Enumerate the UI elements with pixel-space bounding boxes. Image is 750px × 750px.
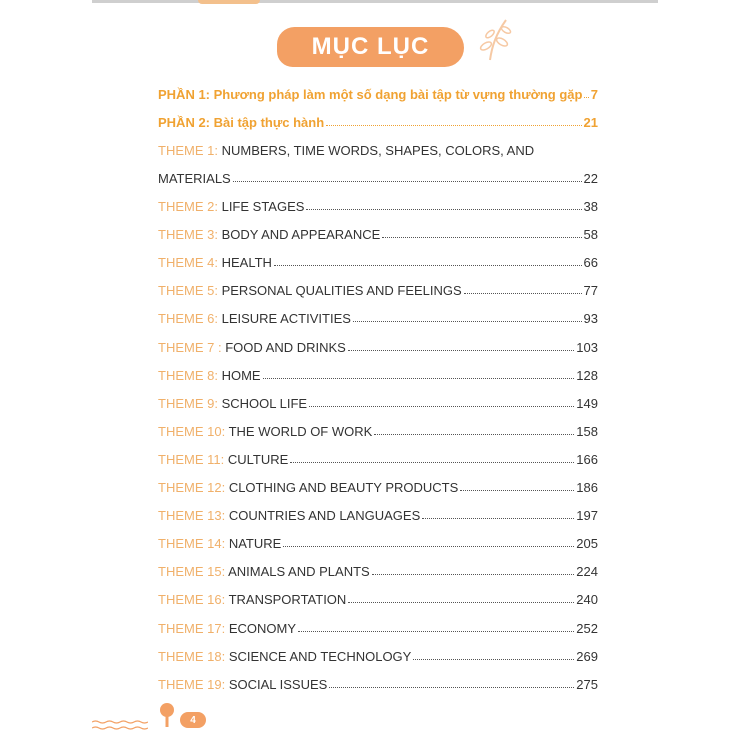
toc-theme-title: CLOTHING AND BEAUTY PRODUCTS: [228, 480, 459, 495]
toc-theme-prefix: THEME 18:: [158, 648, 226, 664]
toc-theme-prefix: THEME 3:: [158, 227, 218, 243]
toc-theme-title: TRANSPORTATION: [228, 592, 347, 608]
toc-page-number: 22: [583, 171, 598, 186]
toc-theme-prefix: THEME 1:: [158, 143, 218, 158]
dot-leader: [372, 573, 575, 575]
toc-theme-title: NUMBERS, TIME WORDS, SHAPES, COLORS, AND: [221, 143, 535, 158]
dot-leader: [353, 320, 582, 322]
toc-page-number: 224: [576, 564, 598, 580]
toc-page-number: 158: [576, 423, 598, 439]
toc-theme-row[interactable]: [158, 302, 598, 326]
toc-theme-row[interactable]: [158, 246, 598, 270]
toc-page-number: 275: [576, 676, 598, 692]
toc-theme-title: SCHOOL LIFE: [221, 395, 308, 411]
wave-lines-icon: [92, 720, 148, 724]
dot-leader: [422, 517, 574, 519]
dot-leader: [283, 545, 574, 547]
toc-theme-title: HEALTH: [221, 255, 272, 271]
toc-page-number: 58: [583, 227, 598, 243]
toc-theme-prefix: THEME 5:: [158, 283, 218, 299]
toc-theme-row[interactable]: [158, 359, 598, 383]
top-tab-decoration: [198, 0, 260, 4]
toc-theme-prefix: THEME 16:: [158, 592, 226, 608]
dot-leader: [329, 686, 574, 688]
toc-theme-prefix: THEME 11:: [158, 451, 225, 467]
toc-theme-prefix: THEME 10:: [158, 423, 226, 439]
toc-page-number: 205: [576, 536, 598, 552]
toc-theme-prefix: THEME 9:: [158, 395, 218, 411]
dot-leader: [298, 630, 574, 632]
toc-theme-row[interactable]: [158, 668, 598, 692]
toc-theme-title: FOOD AND DRINKS: [225, 339, 346, 355]
toc-part-label: PHẦN 2: Bài tập thực hành: [158, 115, 325, 130]
toc-theme-title-cont: MATERIALS: [158, 171, 231, 186]
toc-page-number: 197: [576, 508, 598, 524]
toc-page-number: 269: [576, 648, 598, 664]
toc-part-1[interactable]: [158, 78, 598, 102]
dot-leader: [460, 489, 574, 491]
leaf-sprig-icon: [476, 16, 516, 62]
toc-theme-title: COUNTRIES AND LANGUAGES: [228, 508, 421, 524]
dot-leader: [290, 461, 574, 463]
dot-leader: [348, 349, 574, 351]
toc-theme-title: ANIMALS AND PLANTS: [228, 564, 370, 580]
dot-leader: [584, 96, 588, 98]
toc-page-number: 149: [576, 395, 598, 411]
page-footer: [92, 700, 212, 736]
toc-theme-row[interactable]: [158, 415, 598, 439]
toc-theme-prefix: THEME 6:: [158, 311, 218, 327]
toc-theme-title: LEISURE ACTIVITIES: [221, 311, 351, 327]
toc-theme-row[interactable]: [158, 190, 598, 214]
toc-theme-title: LIFE STAGES: [221, 199, 305, 214]
toc-theme-prefix: THEME 2:: [158, 199, 218, 214]
toc-theme-prefix: THEME 15:: [158, 564, 226, 580]
toc-page-number: 93: [583, 311, 598, 327]
toc-theme-title: SOCIAL ISSUES: [228, 676, 328, 692]
toc-page-number: 128: [576, 367, 598, 383]
dot-leader: [326, 124, 581, 126]
toc-part-2[interactable]: [158, 106, 598, 130]
toc-theme-title: SCIENCE AND TECHNOLOGY: [228, 648, 412, 664]
toc-part-label: PHẦN 1: Phương pháp làm một số dạng bài tập từ vựng thường gặp: [158, 87, 583, 102]
toc-page-number: 7: [590, 87, 598, 102]
toc-page-number: 186: [576, 480, 598, 495]
toc-page-number: 103: [576, 339, 598, 355]
page-number-badge: 4: [180, 712, 206, 728]
dot-leader: [413, 658, 574, 660]
tree-icon: [158, 702, 176, 728]
toc-page-number: 240: [576, 592, 598, 608]
toc-theme-row[interactable]: [158, 640, 598, 664]
toc-theme-title: ECONOMY: [228, 620, 296, 636]
toc-theme-prefix: THEME 14:: [158, 536, 226, 552]
dot-leader: [464, 292, 582, 294]
toc-theme-title: CULTURE: [227, 451, 289, 467]
toc-theme-row[interactable]: [158, 387, 598, 411]
toc-theme-row[interactable]: [158, 555, 598, 579]
toc-theme-row[interactable]: [158, 218, 598, 242]
toc-theme-title: PERSONAL QUALITIES AND FEELINGS: [221, 283, 462, 299]
toc-theme-prefix: THEME 8:: [158, 367, 218, 383]
dot-leader: [309, 405, 574, 407]
dot-leader: [348, 601, 574, 603]
toc-page-number: 21: [583, 115, 598, 130]
toc-page-number: 166: [576, 451, 598, 467]
toc-theme-row[interactable]: [158, 499, 598, 523]
toc-theme-1-line1[interactable]: [158, 134, 598, 158]
toc-page-number: 77: [583, 283, 598, 299]
toc-page-number: 66: [583, 255, 598, 271]
dot-leader: [263, 377, 575, 379]
toc-theme-prefix: THEME 19:: [158, 676, 226, 692]
toc-theme-row[interactable]: [158, 471, 598, 495]
toc-theme-title: BODY AND APPEARANCE: [221, 227, 381, 243]
toc-theme-row[interactable]: [158, 331, 598, 355]
toc-theme-prefix: THEME 7 :: [158, 339, 222, 355]
dot-leader: [374, 433, 574, 435]
dot-leader: [233, 180, 582, 182]
top-divider: [92, 0, 658, 3]
toc-theme-1-line2[interactable]: [158, 162, 598, 186]
toc-theme-prefix: THEME 13:: [158, 508, 226, 524]
toc-theme-prefix: THEME 4:: [158, 255, 218, 271]
dot-leader: [382, 236, 581, 238]
dot-leader: [306, 208, 581, 210]
toc-page-number: 38: [583, 199, 598, 214]
toc-theme-prefix: THEME 17:: [158, 620, 226, 636]
toc-theme-row[interactable]: [158, 527, 598, 551]
toc-theme-prefix: THEME 12:: [158, 480, 226, 495]
toc-theme-row[interactable]: [158, 274, 598, 298]
toc-theme-row[interactable]: [158, 443, 598, 467]
toc-theme-title: HOME: [221, 367, 261, 383]
dot-leader: [274, 264, 582, 266]
page-title: MỤC LỤC: [311, 33, 430, 60]
toc-theme-title: NATURE: [228, 536, 282, 552]
toc-theme-row[interactable]: [158, 612, 598, 636]
toc-theme-row[interactable]: [158, 583, 598, 607]
toc-page-number: 252: [576, 620, 598, 636]
wave-lines-icon: [92, 726, 148, 730]
toc-theme-title: THE WORLD OF WORK: [228, 423, 373, 439]
